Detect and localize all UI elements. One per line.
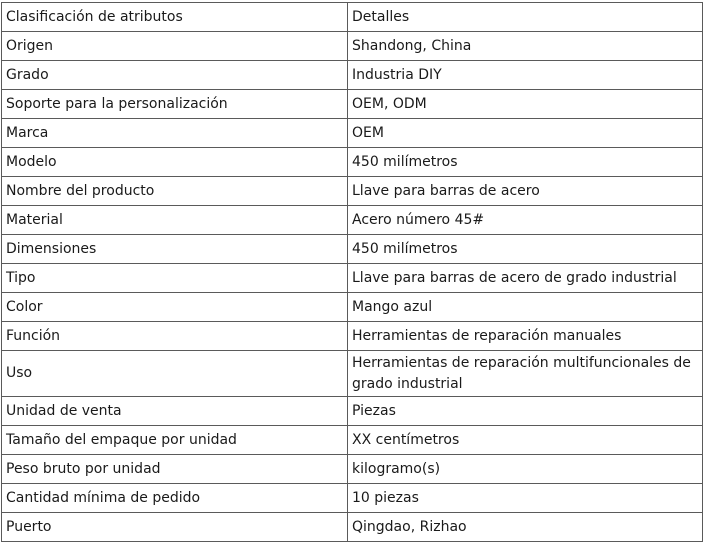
attribute-cell: Grado [2, 61, 348, 90]
table-row [2, 513, 703, 542]
value-cell: Piezas [348, 397, 703, 426]
attribute-cell: Dimensiones [2, 235, 348, 264]
table-row [2, 484, 703, 513]
value-cell: OEM [348, 119, 703, 148]
value-cell: 450 milímetros [348, 235, 703, 264]
attribute-cell: Peso bruto por unidad [2, 455, 348, 484]
spec-table [1, 2, 703, 542]
attribute-cell: Tamaño del empaque por unidad [2, 426, 348, 455]
value-cell: Qingdao, Rizhao [348, 513, 703, 542]
value-cell: 450 milímetros [348, 148, 703, 177]
value-cell: Shandong, China [348, 32, 703, 61]
table-row [2, 206, 703, 235]
value-cell: Llave para barras de acero de grado industrial [348, 264, 703, 293]
attribute-cell: Función [2, 322, 348, 351]
attribute-cell: Cantidad mínima de pedido [2, 484, 348, 513]
attribute-cell: Origen [2, 32, 348, 61]
table-row [2, 397, 703, 426]
attribute-cell: Color [2, 293, 348, 322]
value-cell: Herramientas de reparación manuales [348, 322, 703, 351]
table-row [2, 32, 703, 61]
attribute-cell: Material [2, 206, 348, 235]
value-cell: OEM, ODM [348, 90, 703, 119]
table-row [2, 351, 703, 397]
value-cell: 10 piezas [348, 484, 703, 513]
table-row [2, 426, 703, 455]
value-cell: Acero número 45# [348, 206, 703, 235]
table-row [2, 177, 703, 206]
value-cell: Herramientas de reparación multifuncionales de grado industrial [348, 351, 703, 397]
value-cell: XX centímetros [348, 426, 703, 455]
attribute-cell: Marca [2, 119, 348, 148]
attribute-cell: Uso [2, 351, 348, 397]
table-row [2, 455, 703, 484]
attribute-cell: Tipo [2, 264, 348, 293]
table-row [2, 235, 703, 264]
attribute-cell: Unidad de venta [2, 397, 348, 426]
header-attribute-cell: Clasificación de atributos [2, 3, 348, 32]
table-row [2, 90, 703, 119]
value-cell: Industria DIY [348, 61, 703, 90]
table-row [2, 61, 703, 90]
header-value-cell: Detalles [348, 3, 703, 32]
table-row [2, 264, 703, 293]
table-row [2, 322, 703, 351]
table-row [2, 293, 703, 322]
value-cell: Mango azul [348, 293, 703, 322]
table-row [2, 148, 703, 177]
attribute-cell: Nombre del producto [2, 177, 348, 206]
table-header-row [2, 3, 703, 32]
table-row [2, 119, 703, 148]
attribute-cell: Puerto [2, 513, 348, 542]
value-cell: kilogramo(s) [348, 455, 703, 484]
value-cell: Llave para barras de acero [348, 177, 703, 206]
attribute-cell: Modelo [2, 148, 348, 177]
attribute-cell: Soporte para la personalización [2, 90, 348, 119]
